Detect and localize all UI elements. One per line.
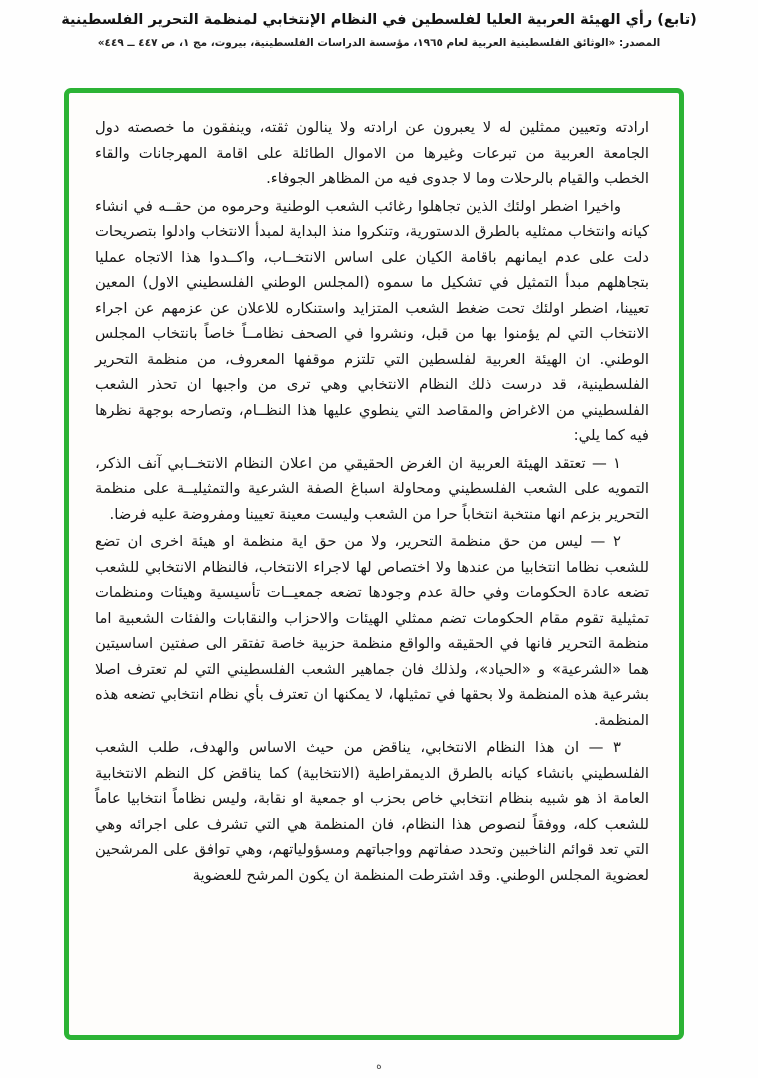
paragraph-numbered-2: ٢ — ليس من حق منظمة التحرير، ولا من حق اية منظمة او هيئة اخرى ان تضع للشعب نظاما انتخابيا من عندها ولا اختصاص لها لاجراء الانتخاب، فالنظام الانتخابي للشعب تضعه عادة الحكومات وفي حالة عدم وجودها تضعه جمعيــات تأسيسية وهيئات ومنظمات تمثيلية تقوم مقام الحكومات تضم ممثلي الهيئات والاحزاب والنقابات والفئات الشعبية اما منظمة التحرير فانها في الحقيقه والواقع منظمة حزبية خاصة تفتقر الى صفتين اساسيتين هما «الشرعية» و «الحياد»، ولذلك فان جماهير الشعب الفلسطيني التي لم تعترف اصلا بشرعية هذه المنظمة ولا بحقها في تمثيلها، لا يمكنها ان تعترف بأي نظام انتخابي تضعه هذه المنظمة. (95, 533, 649, 729)
paragraph-numbered-1: ١ — تعتقد الهيئة العربية ان الغرض الحقيقي من اعلان النظام الانتخــابي آنف الذكر، التمويه على الشعب الفلسطيني ومحاولة اسباغ الصفة الشرعية والتمثيليــة على منظمة التحرير بزعم انها منتخبة انتخاباً حرا من الشعب وليست معينة تعيينا ومفروضة عليه فرضا. (95, 454, 649, 523)
paragraph-continuation: ارادته وتعيين ممثلين له لا يعبرون عن ارادته ولا ينالون ثقته، وينفقون ما خصصته دول الجامعة العربية من تبرعات وغيرها من الاموال الطائلة على اقامة المهرجانات والقاء الخطب والقيام بالرحلات وما لا جدوى فيه من المظاهر الجوفاء. (95, 119, 649, 187)
page-number: ه (376, 1059, 382, 1072)
body-text (69, 93, 679, 900)
paragraph-numbered-3: ٣ — ان هذا النظام الانتخابي، يناقض من حيث الاساس والهدف، طلب الشعب الفلسطيني بانشاء كيانه بالطرق الديمقراطية (الانتخابية) كما يناقض كل النظم الانتخابية العامة اذ هو شبيه بنظام انتخابي خاص بحزب او جمعية او نقابة، وليس نظاماً انتخابيا عاماً للشعب كله، ووفقاً لنصوص هذا النظام، فان المنظمة هي التي تشرف على اجرائه وهي التي تعد قوائم الناخبين وتحدد صفاتهم وواجباتهم ومسؤولياتهم، وهي توافق على المرشحين لعضوية المجلس الوطني. وقد اشترطت المنظمة ان يكون المرشح للعضوية (95, 739, 649, 884)
paragraph: واخيرا اضطر اولئك الذين تجاهلوا رغائب الشعب الوطنية وحرموه من حقــه في انشاء كيانه وانتخاب ممثليه بالطرق الدستورية، وتنكروا منذ البداية لمبدأ الانتخاب وادلوا بتصريحات دلت على عدم ايمانهم باقامة الكيان على اساس الانتخــاب، واكــدوا هذا الاتجاه عمليا بتجاهلهم مبدأ التمثيل في تشكيل ما سموه (المجلس الوطني الفلسطيني الاول) المعين تعيينا، اضطر اولئك تحت ضغط الشعب المتزايد واستنكاره للاعلان عن عزمهم عن اجراء الانتخاب التي لم يؤمنوا بها من قبل، ونشروا في الصحف نظامــاً خاصاً بانتخاب المجلس الوطني. ان الهيئة العربية لفلسطين التي تلتزم موقفها المعروف، من منظمة التحرير الفلسطينية، قد درست ذلك النظام الانتخابي وهي ترى من واجبها ان تحذر الشعب الفلسطيني من الاغراض والمقاصد التي ينطوي عليها هذا النظــام، وتصارحه بوجهة نظرها فيه كما يلي: (95, 197, 649, 444)
document-title: (تابع) رأي الهيئة العربية العليا لفلسطين في النظام الإنتخابي لمنظمة التحرير الفلسطينية (61, 12, 697, 28)
green-frame (64, 88, 684, 1040)
document-header (0, 0, 758, 49)
source-line: المصدر: «الوثائق الفلسطينية العربية لعام ١٩٦٥، مؤسسة الدراسات الفلسطينية، بيروت، مج ١، ص ٤٤٧ ــ ٤٤٩» (97, 37, 661, 49)
